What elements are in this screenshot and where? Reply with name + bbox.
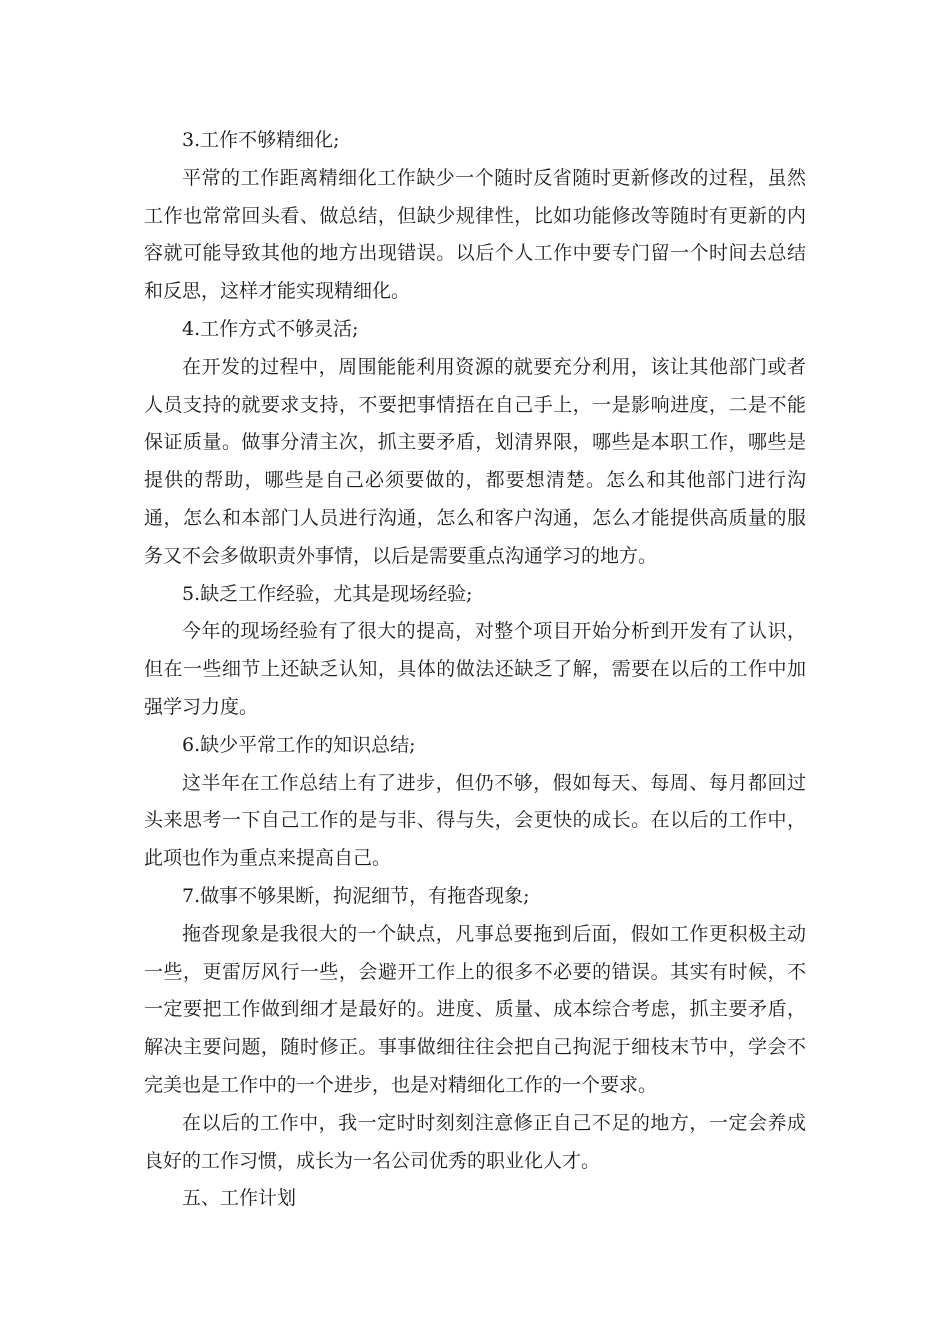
- body-paragraph: 拖沓现象是我很大的一个缺点，凡事总要拖到后面，假如工作更积极主动一些，更雷厉风行一些，会避开工作上的很多不必要的错误。其实有时候，不一定要把工作做到细才是最好的。进度、质量、成本综合考虑，抓主要矛盾，解决主要问题，随时修正。事事做细往往会把自己拘泥于细枝末节中，学会不完美也是工作中的一个进步，也是对精细化工作的一个要求。: [144, 922, 806, 1096]
- section-heading-6: 6.缺少平常工作的知识总结;: [182, 733, 416, 756]
- body-paragraph: 这半年在工作总结上有了进步，但仍不够，假如每天、每周、每月都回过头来思考一下自己工作的是与非、得与失，会更快的成长。在以后的工作中，此项也作为重点来提高自己。: [144, 771, 806, 870]
- body-paragraph: 今年的现场经验有了很大的提高，对整个项目开始分析到开发有了认识，但在一些细节上还缺乏认知，具体的做法还缺乏了解，需要在以后的工作中加强学习力度。: [144, 620, 806, 718]
- body-paragraph: 平常的工作距离精细化工作缺少一个随时反省随时更新修改的过程，虽然工作也常常回头看、做总结，但缺少规律性，比如功能修改等随时有更新的内容就可能导致其他的地方出现错误。以后个人工作中要专门留一个时间去总结和反思，这样才能实现精细化。: [144, 166, 806, 303]
- body-paragraph: 在以后的工作中，我一定时时刻刻注意修正自己不足的地方，一定会养成良好的工作习惯，成长为一名公司优秀的职业化人才。: [144, 1111, 806, 1172]
- section-heading-4: 4.工作方式不够灵活;: [182, 317, 359, 340]
- section-heading-3: 3.工作不够精细化;: [182, 129, 340, 151]
- section-heading-work-plan: 五、工作计划: [182, 1187, 297, 1210]
- section-heading-7: 7.做事不够果断，拘泥细节，有拖沓现象;: [182, 884, 530, 907]
- body-paragraph: 在开发的过程中，周围能能利用资源的就要充分利用，该让其他部门或者人员支持的就要求支持，不要把事情捂在自己手上，一是影响进度，二是不能保证质量。做事分清主次，抓主要矛盾，划清界限，哪些是本职工作，哪些是提供的帮助，哪些是自己必须要做的，都要想清楚。怎么和其他部门进行沟通，怎么和本部门人员进行沟通，怎么和客户沟通，怎么才能提供高质量的服务又不会多做职责外事情，以后是需要重点沟通学习的地方。: [144, 355, 806, 567]
- document-body: [144, 122, 806, 1218]
- section-heading-5: 5.缺乏工作经验，尤其是现场经验;: [182, 582, 473, 605]
